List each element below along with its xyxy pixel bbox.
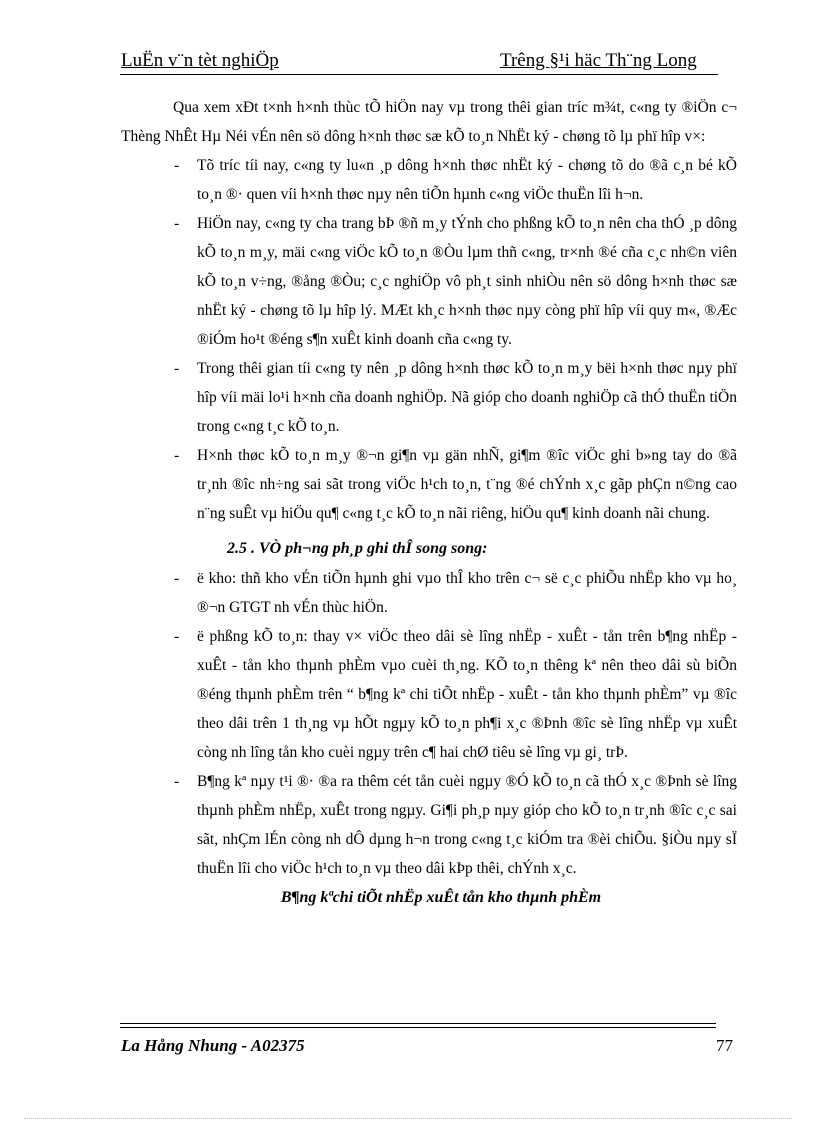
bullet-dash: - <box>174 773 180 790</box>
bullet-dash: - <box>174 570 180 587</box>
bullet-dash: - <box>174 447 180 464</box>
intro-paragraph: Qua xem xÐt t×nh h×nh thùc tÕ hiÖn nay vµ trong thêi gian tríc m¾t, c«ng ty ®iÖn c¬ Thèng NhÊt Hµ Néi vÉn nên sö dông h×nh thøc sæ kÕ to¸n NhËt ký - chøng tõ lµ phï hîp v×: <box>121 99 737 145</box>
method-item <box>121 622 737 767</box>
footer-author: La Hång Nhung - A02375 <box>121 1036 305 1055</box>
reason-item <box>121 209 737 354</box>
section-heading: 2.5 . VÒ ph¬ng ph¸p ghi thÎ song song: <box>227 540 488 557</box>
header-rule <box>120 74 718 75</box>
reason-item <box>121 441 737 528</box>
table-caption: B¶ng kªchi tiÕt nhËp xuÊt tån kho thµnh phÈm <box>280 889 602 906</box>
method-text: B¶ng kª nµy t¹i ®· ®a ra thêm cét tån cuèi ngµy ®Ó kÕ to¸n cã thÓ x¸c ®Þnh sè lîng thµnh phÈm nhËp, xuÊt trong ngµy. Gi¶i ph¸p nµy gióp cho kÕ to¸n tr¸nh ®îc c¸c sai sãt, nhÇm lÉn còng nh dÔ dµng h¬n trong c«ng t¸c kiÓm tra ®èi chiÕu. §iÒu nµy sÏ thuËn lîi cho viÖc h¹ch to¸n vµ theo dâi kÞp thêi, chÝnh x¸c. <box>197 773 737 877</box>
footer-rule-top <box>120 1023 716 1024</box>
footer-rule-bottom <box>120 1027 716 1028</box>
bullet-dash: - <box>174 628 180 645</box>
bullet-dash: - <box>174 215 180 232</box>
header-university-name: Trêng §¹i häc Th¨ng Long <box>500 50 697 71</box>
reason-item <box>121 354 737 441</box>
header-thesis-title: LuËn v¨n tèt nghiÖp <box>121 50 279 71</box>
document-body <box>121 93 737 912</box>
reason-item <box>121 151 737 209</box>
reason-text: HiÖn nay, c«ng ty cha trang bÞ ®ñ m¸y tÝnh cho phßng kÕ to¸n nên cha thÓ ¸p dông kÕ to¸n m¸y, mäi c«ng viÖc kÕ to¸n ®Òu lµm thñ c«ng, tr×nh ®é cña c¸c nh©n viên kÕ to¸n v÷ng, ®ång ®Òu; c¸c nghiÖp vô ph¸t sinh nhiÒu nên sö dông h×nh thøc sæ nhËt ký - chøng tõ lµ hîp lý. MÆt kh¸c h×nh thøc nµy còng phï hîp víi quy m«, ®Æc ®iÓm ho¹t ®éng s¶n xuÊt kinh doanh cña c«ng ty. <box>197 215 737 348</box>
method-item <box>121 767 737 883</box>
page-bottom-dotted-line <box>24 1118 792 1119</box>
bullet-dash: - <box>174 157 180 174</box>
method-text: ë phßng kÕ to¸n: thay v× viÖc theo dâi sè lîng nhËp - xuÊt - tån trên b¶ng nhËp - xuÊt - tån kho thµnh phÈm vµo cuèi th¸ng. KÕ to¸n thêng kª nên theo dâi sù biÕn ®éng thµnh phÈm trên “ b¶ng kª chi tiÕt nhËp - xuÊt - tån kho thµnh phÈm” vµ ®îc theo dâi trên 1 th¸ng vµ hÕt ngµy kÕ to¸n ph¶i x¸c ®Þnh ®îc sè lîng nhËp vµ xuÊt còng nh lîng tån kho cuèi ngµy trên c¶ hai chØ tiêu sè lîng vµ gi¸ trÞ. <box>197 628 737 761</box>
reason-text: Tõ tríc tíi nay, c«ng ty lu«n ¸p dông h×nh thøc nhËt ký - chøng tõ do ®ã c¸n bé kÕ to¸n ®· quen víi h×nh thøc nµy nên tiÕn hµnh c«ng viÖc thuËn lîi h¬n. <box>197 157 737 203</box>
method-list <box>121 564 737 883</box>
bullet-dash: - <box>174 360 180 377</box>
reason-text: Trong thêi gian tíi c«ng ty nên ¸p dông h×nh thøc kÕ to¸n m¸y bëi h×nh thøc nµy phï hîp víi mäi lo¹i h×nh cña doanh nghiÖp. Nã gióp cho doanh nghiÖp cã thÓ thuËn tiÖn trong c«ng t¸c kÕ to¸n. <box>197 360 737 435</box>
method-item <box>121 564 737 622</box>
reason-text: H×nh thøc kÕ to¸n m¸y ®¬n gi¶n vµ gän nhÑ, gi¶m ®îc viÖc ghi b»ng tay do ®ã tr¸nh ®îc nh÷ng sai sãt trong viÖc h¹ch to¸n, t¨ng ®é chÝnh x¸c gãp phÇn n©ng cao n¨ng suÊt vµ hiÖu qu¶ c«ng t¸c kÕ to¸n nãi riêng, hiÖu qu¶ kinh doanh nãi chung. <box>197 447 737 522</box>
reasons-list <box>121 151 737 528</box>
page-number: 77 <box>716 1036 733 1055</box>
method-text: ë kho: thñ kho vÉn tiÕn hµnh ghi vµo thÎ kho trên c¬ së c¸c phiÕu nhËp kho vµ ho¸ ®¬n GTGT nh vÉn thùc hiÖn. <box>197 570 737 616</box>
